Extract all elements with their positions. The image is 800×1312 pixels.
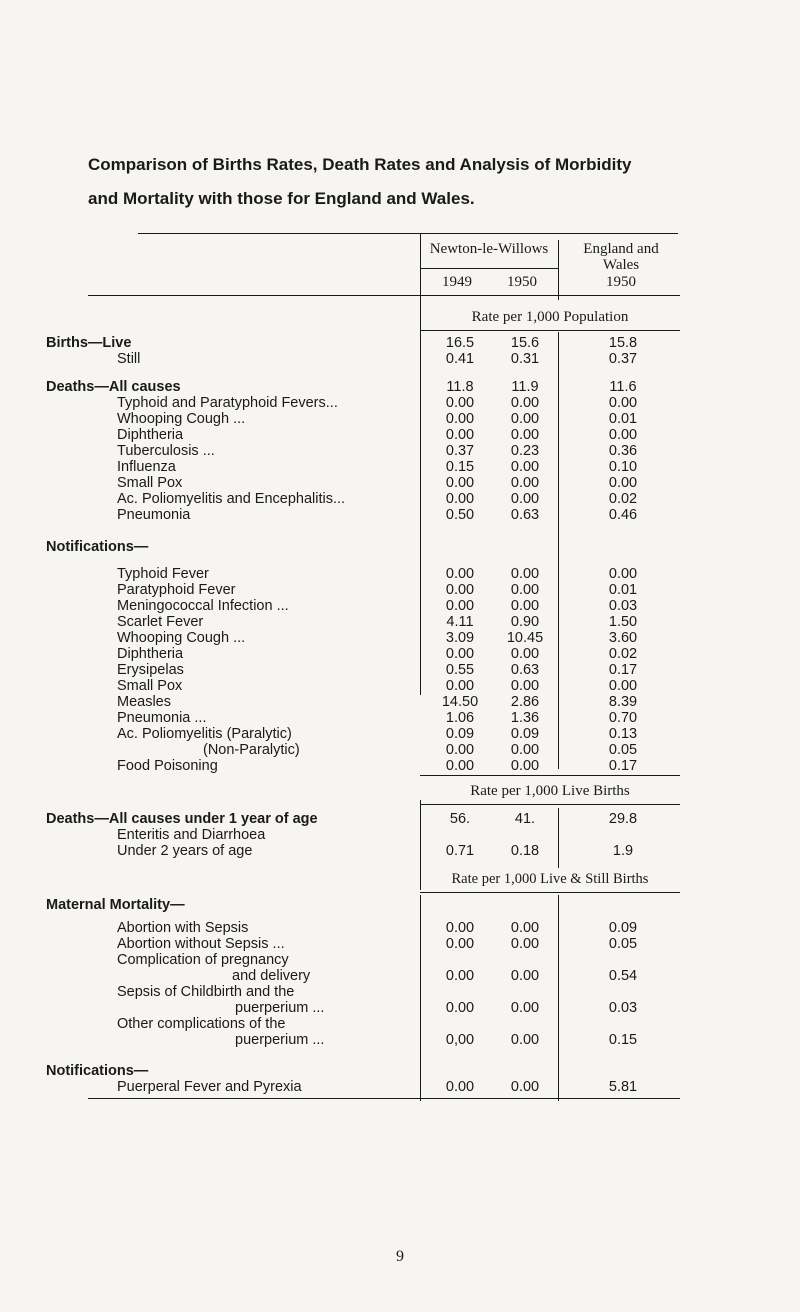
england-rule-mid	[558, 332, 559, 769]
value-england: 0.05	[608, 936, 638, 952]
value-1949: 16.5	[445, 335, 475, 351]
value-1950: 0.00	[510, 646, 540, 662]
newton-rule-maternal	[420, 895, 421, 1101]
rate-rule-live-still	[420, 892, 680, 893]
row-label: Typhoid and Paratyphoid Fevers...	[117, 395, 338, 411]
value-1950: 0.00	[510, 491, 540, 507]
rate-rule-live	[420, 804, 680, 805]
value-1950: 0.63	[510, 662, 540, 678]
value-england: 0.17	[608, 758, 638, 774]
value-1950: 0.63	[510, 507, 540, 523]
value-1950: 0.23	[510, 443, 540, 459]
row-label: Small Pox	[117, 475, 183, 491]
row-label: Influenza	[117, 459, 176, 475]
value-1950: 0.00	[510, 459, 540, 475]
value-england: 0.15	[608, 1032, 638, 1048]
value-1949: 0.71	[445, 843, 475, 859]
value-1949: 11.8	[446, 379, 474, 395]
value-1949: 0.00	[445, 411, 475, 427]
row-label: Still	[117, 351, 141, 367]
header-newton: Newton-le-Willows	[429, 241, 549, 257]
value-1949: 0.00	[445, 936, 475, 952]
value-1950: 0.00	[510, 475, 540, 491]
value-1949: 0.00	[445, 491, 475, 507]
row-label: Diphtheria	[117, 646, 184, 662]
rate-label-population: Rate per 1,000 Population	[471, 309, 629, 325]
rate-label-live-still-births: Rate per 1,000 Live & Still Births	[451, 871, 649, 887]
value-1950: 0.00	[510, 920, 540, 936]
newton-left-rule	[420, 233, 421, 695]
value-1949: 3.09	[445, 630, 475, 646]
value-1949: 0.00	[445, 1000, 475, 1016]
value-1949: 0.00	[445, 646, 475, 662]
header-year-1950: 1950	[507, 274, 537, 290]
value-1950: 0.00	[510, 598, 540, 614]
value-england: 15.8	[608, 335, 638, 351]
value-1949: 0.09	[445, 726, 475, 742]
row-label: Puerperal Fever and Pyrexia	[117, 1079, 302, 1095]
value-1949: 14.50	[441, 694, 479, 710]
value-1950: 0.00	[510, 1079, 540, 1095]
row-label: Measles	[117, 694, 171, 710]
value-1949: 0.00	[445, 920, 475, 936]
value-1949: 0.00	[445, 1079, 475, 1095]
value-1950: 0.31	[510, 351, 540, 367]
row-label: Complication of pregnancy	[117, 952, 289, 968]
row-label: and delivery	[232, 968, 311, 984]
value-1950: 0.00	[510, 411, 540, 427]
title-line-2: and Mortality with those for England and Wales.	[88, 188, 475, 208]
value-1949: 0.00	[445, 678, 475, 694]
value-1949: 4.11	[446, 614, 474, 630]
value-1949: 0.55	[445, 662, 475, 678]
value-1950: 15.6	[510, 335, 540, 351]
row-label: Typhoid Fever	[117, 566, 209, 582]
row-label: Maternal Mortality—	[46, 897, 185, 913]
value-england: 0.05	[608, 742, 638, 758]
row-label: Paratyphoid Fever	[117, 582, 236, 598]
value-england: 11.6	[609, 379, 637, 395]
value-england: 0.54	[608, 968, 638, 984]
row-label: Ac. Poliomyelitis (Paralytic)	[117, 726, 292, 742]
header-wales: Wales	[602, 257, 640, 273]
value-england: 5.81	[608, 1079, 638, 1095]
row-label: Scarlet Fever	[117, 614, 204, 630]
value-england: 0.03	[608, 598, 638, 614]
value-1950: 0.00	[510, 678, 540, 694]
value-1949: 0.00	[445, 758, 475, 774]
value-england: 1.9	[612, 843, 634, 859]
row-label: Whooping Cough ...	[117, 411, 246, 427]
row-label: Tuberculosis ...	[117, 443, 215, 459]
value-1950: 0.09	[510, 726, 540, 742]
row-label: puerperium ...	[235, 1032, 325, 1048]
header-year-1949: 1949	[442, 274, 472, 290]
row-label: Sepsis of Childbirth and the	[117, 984, 295, 1000]
row-label: Ac. Poliomyelitis and Encephalitis...	[117, 491, 346, 507]
value-1950: 0.00	[510, 582, 540, 598]
value-1950: 11.9	[511, 379, 539, 395]
value-england: 29.8	[608, 811, 638, 827]
value-1950: 2.86	[510, 694, 540, 710]
value-england: 0.02	[608, 646, 638, 662]
row-label: Whooping Cough ...	[117, 630, 246, 646]
header-top-rule	[138, 233, 678, 234]
row-label: Food Poisoning	[117, 758, 218, 774]
value-england: 0.01	[608, 411, 638, 427]
value-1949: 0.00	[445, 566, 475, 582]
row-label: Deaths—All causes under 1 year of age	[46, 811, 318, 827]
value-england: 0.46	[608, 507, 638, 523]
value-england: 0.10	[608, 459, 638, 475]
rate-rule-top-live	[420, 775, 680, 776]
value-england: 3.60	[608, 630, 638, 646]
row-label: Pneumonia	[117, 507, 191, 523]
row-label: Other complications of the	[117, 1016, 286, 1032]
value-1949: 0.50	[445, 507, 475, 523]
value-1950: 0.00	[510, 968, 540, 984]
newton-subheader-rule	[420, 268, 558, 269]
row-label: Enteritis and Diarrhoea	[117, 827, 266, 843]
row-label: Small Pox	[117, 678, 183, 694]
value-england: 0.03	[608, 1000, 638, 1016]
value-england: 0.00	[608, 678, 638, 694]
row-label: (Non-Paralytic)	[203, 742, 300, 758]
row-label: Abortion with Sepsis	[117, 920, 249, 936]
value-1950: 0.00	[510, 427, 540, 443]
page-number: 9	[396, 1248, 404, 1265]
value-1949: 0,00	[445, 1032, 475, 1048]
value-1950: 0.00	[510, 758, 540, 774]
value-1950: 0.00	[510, 1032, 540, 1048]
value-1949: 0.37	[445, 443, 475, 459]
value-1950: 10.45	[506, 630, 544, 646]
row-label: Notifications—	[46, 1063, 149, 1079]
value-1949: 0.00	[445, 582, 475, 598]
value-1949: 0.00	[445, 427, 475, 443]
value-1949: 0.15	[445, 459, 475, 475]
england-rule-maternal	[558, 895, 559, 1101]
value-1949: 0.00	[445, 475, 475, 491]
row-label: Meningococcal Infection ...	[117, 598, 289, 614]
value-1949: 56.	[449, 811, 471, 827]
value-england: 0.37	[608, 351, 638, 367]
value-1949: 1.06	[445, 710, 475, 726]
value-1950: 0.00	[510, 566, 540, 582]
value-england: 8.39	[608, 694, 638, 710]
value-england: 1.50	[608, 614, 638, 630]
value-1950: 0.00	[510, 742, 540, 758]
value-1950: 0.00	[510, 395, 540, 411]
value-1950: 41.	[514, 811, 536, 827]
value-1949: 0.00	[445, 598, 475, 614]
value-england: 0.09	[608, 920, 638, 936]
value-1949: 0.00	[445, 742, 475, 758]
value-1949: 0.00	[445, 968, 475, 984]
row-label: Deaths—All causes	[46, 379, 181, 395]
value-england: 0.01	[608, 582, 638, 598]
row-label: Births—Live	[46, 335, 132, 351]
value-1949: 0.41	[445, 351, 475, 367]
header-england: England and	[583, 241, 659, 257]
value-1950: 0.00	[510, 936, 540, 952]
row-label: Erysipelas	[117, 662, 184, 678]
value-england: 0.02	[608, 491, 638, 507]
row-label: Pneumonia ...	[117, 710, 207, 726]
value-england: 0.36	[608, 443, 638, 459]
header-bottom-rule	[88, 295, 680, 296]
value-1949: 0.00	[445, 395, 475, 411]
row-label: puerperium ...	[235, 1000, 325, 1016]
value-england: 0.70	[608, 710, 638, 726]
value-england: 0.17	[608, 662, 638, 678]
value-england: 0.00	[608, 475, 638, 491]
rate-rule-population	[420, 330, 680, 331]
table-bottom-rule	[88, 1098, 680, 1099]
row-label: Under 2 years of age	[117, 843, 253, 859]
value-1950: 1.36	[510, 710, 540, 726]
rate-label-live-births: Rate per 1,000 Live Births	[470, 783, 630, 799]
value-1950: 0.90	[510, 614, 540, 630]
value-1950: 0.18	[510, 843, 540, 859]
value-england: 0.00	[608, 566, 638, 582]
england-left-rule	[558, 240, 559, 300]
value-england: 0.13	[608, 726, 638, 742]
england-rule-infant	[558, 808, 559, 868]
header-england-year: 1950	[606, 274, 636, 290]
value-england: 0.00	[608, 427, 638, 443]
value-england: 0.00	[608, 395, 638, 411]
row-label: Diphtheria	[117, 427, 184, 443]
title-line-1: Comparison of Births Rates, Death Rates and Analysis of Morbidity	[88, 155, 632, 174]
row-label: Abortion without Sepsis ...	[117, 936, 285, 952]
value-1950: 0.00	[510, 1000, 540, 1016]
row-label: Notifications—	[46, 539, 149, 555]
